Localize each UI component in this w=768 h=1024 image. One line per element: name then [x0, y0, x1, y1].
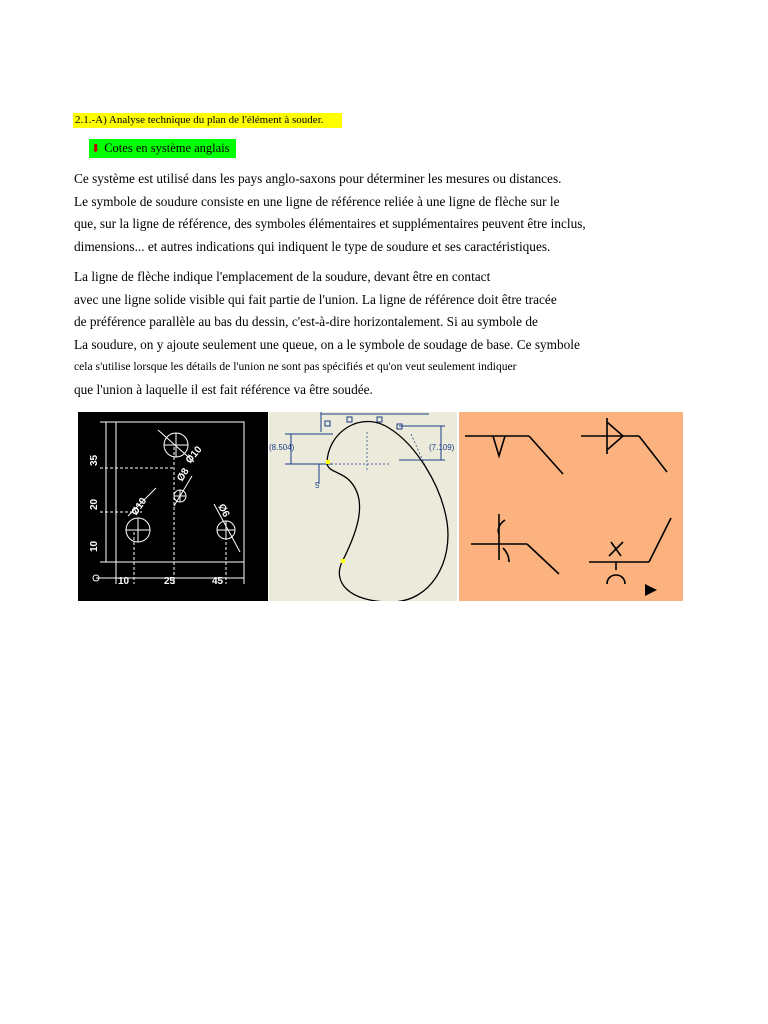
dim-label-v: 10 [89, 540, 100, 552]
hole-label: Ø10 [183, 444, 205, 466]
paragraph-1 [74, 168, 614, 258]
paragraph-line: La soudure, on y ajoute seulement une queue, on a le symbole de soudage de base. Ce symbole [74, 336, 580, 352]
hole-label: Ø6 [215, 502, 232, 520]
dim-label-h: 45 [212, 576, 224, 587]
hole-label: Ø10 [129, 495, 150, 518]
dim-label-v: 35 [89, 454, 100, 466]
paragraph-line: La ligne de flèche indique l'emplacement de la soudure, devant être en contact [74, 269, 491, 284]
bullet-item [89, 139, 236, 158]
paragraph-line: que, sur la ligne de référence, des symboles élémentaires et supplémentaires peuvent être inclus, [74, 216, 586, 231]
paragraph-2 [74, 266, 614, 401]
paragraph-line: de préférence parallèle au bas du dessin, c'est-à-dire horizontalement. Si au symbole de [74, 314, 538, 329]
paragraph-line: Ce système est utilisé dans les pays anglo-saxons pour déterminer les mesures ou distances. [74, 171, 562, 186]
figure-kidney-sketch [269, 412, 457, 601]
figure-weld-symbols [459, 412, 683, 601]
section-heading: 2.1.-A) Analyse technique du plan de l'élément à souder. [73, 113, 342, 128]
dim-label-v: 20 [89, 498, 100, 510]
dim-label-h: 10 [118, 576, 130, 587]
paragraph-line: dimensions... et autres indications qui indiquent le type de soudure et ses caractéristiques. [74, 238, 551, 254]
paragraph-line: Le symbole de soudure consiste en une ligne de référence reliée à une ligne de flèche sur le [74, 193, 560, 209]
dim-label-small: 5 [315, 481, 320, 490]
dim-label-right: (7.109) [429, 443, 455, 452]
weld-flag-icon [645, 584, 657, 596]
figure-dimensioned-plate [78, 412, 268, 601]
paragraph-line: que l'union à laquelle il est fait référence va être soudée. [74, 381, 373, 397]
red-down-arrow-icon: ⬇ [91, 143, 101, 155]
bullet-label: Cotes en système anglais [104, 141, 230, 155]
hole-label: Ø8 [175, 466, 192, 484]
dim-label-left: (8.504) [269, 443, 295, 452]
paragraph-line: avec une ligne solide visible qui fait partie de l'union. La ligne de référence doit être tracée [74, 291, 557, 307]
paragraph-line: cela s'utilise lorsque les détails de l'union ne sont pas spécifiés et qu'on veut seulement indiquer [74, 360, 517, 373]
dim-label-h: 25 [164, 576, 176, 587]
